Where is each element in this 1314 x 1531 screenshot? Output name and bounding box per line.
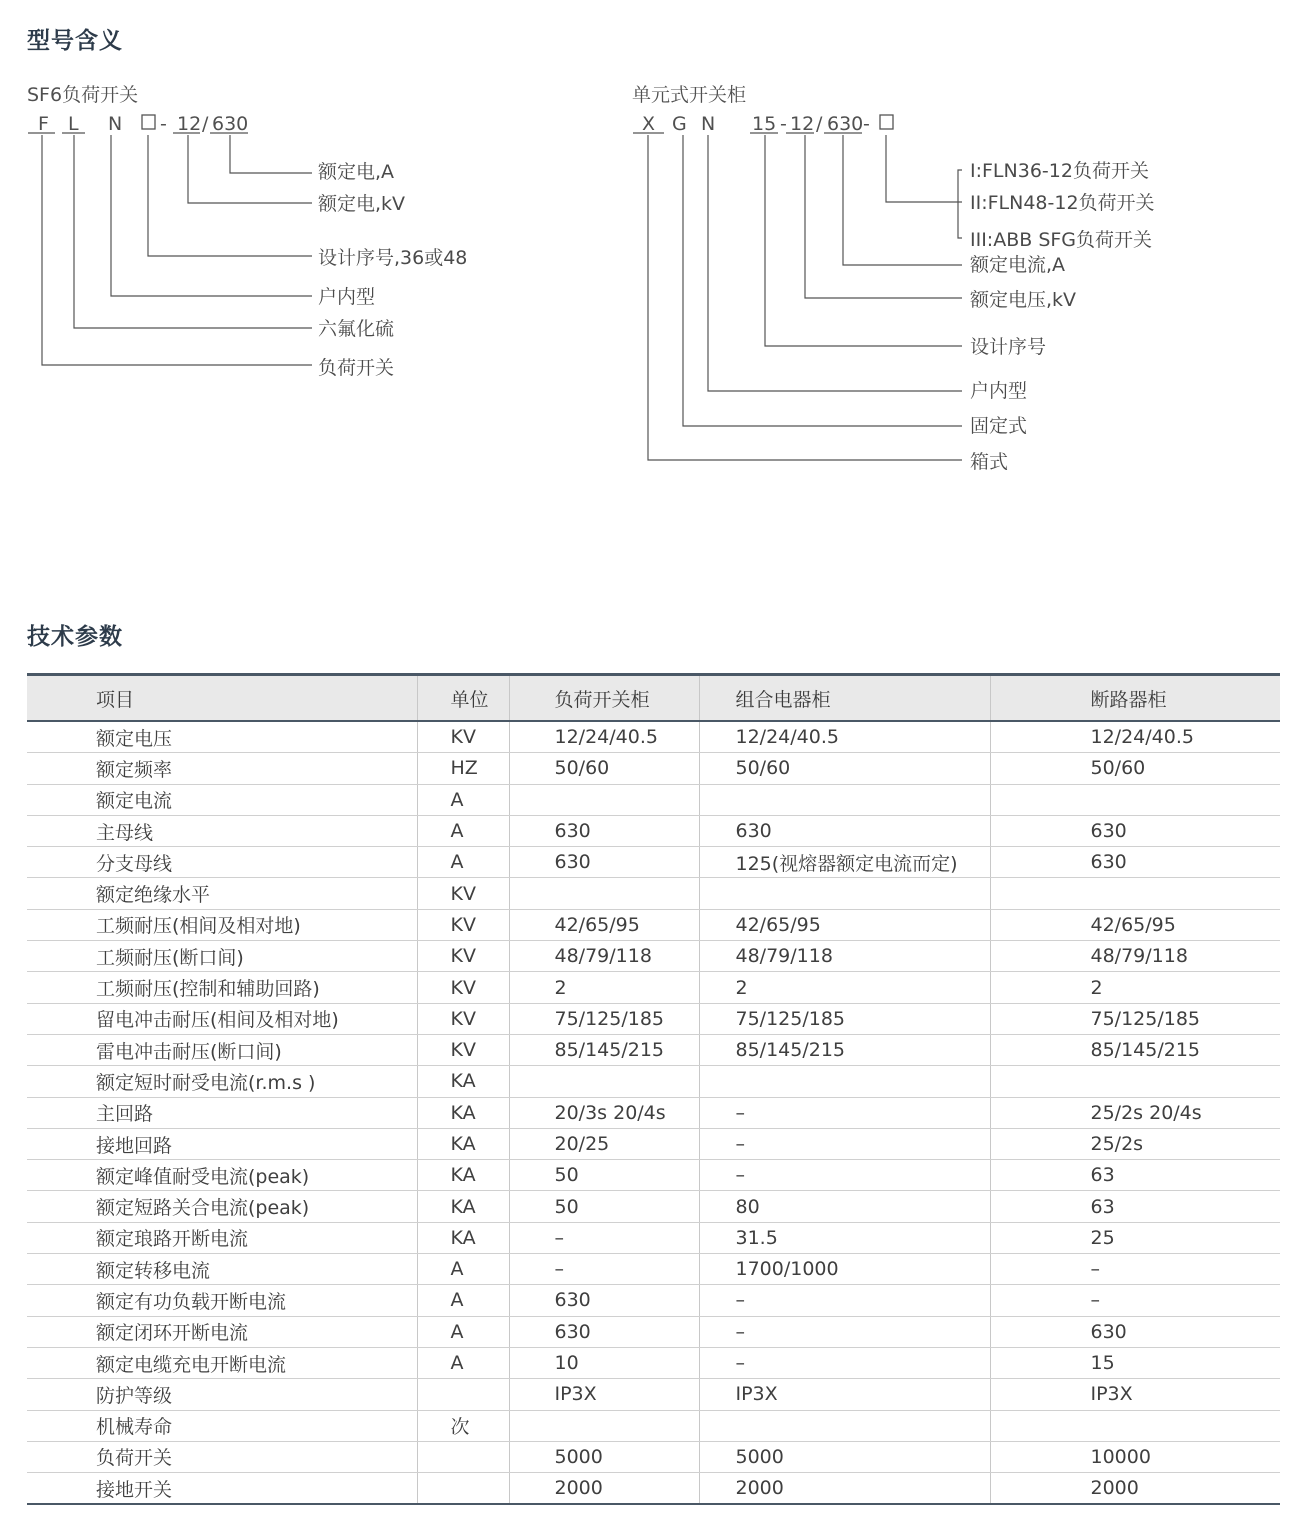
cell-breaker: 25/2s	[990, 1128, 1280, 1159]
table-row	[27, 784, 1280, 815]
cell-load-switch: 50/60	[509, 753, 699, 784]
table-row	[27, 1473, 1280, 1505]
cell-load-switch: 630	[509, 1316, 699, 1347]
cell-load-switch	[509, 878, 699, 909]
cell-item: 机械寿命	[27, 1410, 417, 1441]
left-code-a: 630	[212, 113, 249, 135]
left-code-box	[142, 115, 155, 129]
cell-combined: 31.5	[699, 1222, 990, 1253]
right-label-box-type: 箱式	[970, 451, 1009, 473]
right-code-a: 630	[827, 113, 864, 135]
model-code-svg	[0, 60, 1314, 500]
cell-item: 工频耐压(相间及相对地)	[27, 909, 417, 940]
cell-load-switch: 50	[509, 1160, 699, 1191]
left-label-sf6: 六氟化硫	[318, 318, 395, 340]
left-code-slash: /	[202, 113, 209, 135]
cell-item: 额定短时耐受电流(r.m.s )	[27, 1066, 417, 1097]
right-option-3: III:ABB SFG负荷开关	[970, 229, 1153, 251]
spec-table	[27, 673, 1280, 1505]
cell-load-switch: 50	[509, 1191, 699, 1222]
cell-load-switch: –	[509, 1222, 699, 1253]
cell-item: 额定电流	[27, 784, 417, 815]
left-code-f: F	[38, 113, 49, 135]
table-row	[27, 1003, 1280, 1034]
cell-load-switch: 20/3s 20/4s	[509, 1097, 699, 1128]
cell-item: 主回路	[27, 1097, 417, 1128]
table-row	[27, 815, 1280, 846]
table-row	[27, 1097, 1280, 1128]
table-row	[27, 721, 1280, 753]
cell-combined: –	[699, 1285, 990, 1316]
cell-combined: 2000	[699, 1473, 990, 1505]
cell-combined: 42/65/95	[699, 909, 990, 940]
cell-combined: –	[699, 1316, 990, 1347]
header-row	[27, 675, 1280, 722]
cell-load-switch: 48/79/118	[509, 941, 699, 972]
cell-item: 接地开关	[27, 1473, 417, 1505]
left-diagram-caption: SF6负荷开关	[27, 84, 139, 106]
left-code-row	[28, 113, 248, 135]
cell-load-switch: IP3X	[509, 1379, 699, 1410]
cell-item: 负荷开关	[27, 1441, 417, 1472]
table-row	[27, 753, 1280, 784]
left-label-design-no: 设计序号,36或48	[318, 247, 468, 269]
cell-item: 额定短路关合电流(peak)	[27, 1191, 417, 1222]
cell-breaker: 630	[990, 815, 1280, 846]
cell-combined	[699, 1410, 990, 1441]
cell-load-switch: 10	[509, 1347, 699, 1378]
spec-table-body	[27, 721, 1280, 1504]
right-options	[970, 160, 1155, 251]
cell-load-switch: 5000	[509, 1441, 699, 1472]
left-label-load-switch: 负荷开关	[318, 357, 395, 379]
cell-breaker: 48/79/118	[990, 941, 1280, 972]
cell-unit: A	[417, 847, 509, 878]
header-unit: 单位	[417, 675, 509, 722]
cell-unit: KA	[417, 1191, 509, 1222]
right-label-fixed: 固定式	[970, 415, 1028, 437]
cell-unit: A	[417, 1316, 509, 1347]
cell-combined: –	[699, 1097, 990, 1128]
right-code-box	[880, 115, 893, 129]
cell-unit: A	[417, 1347, 509, 1378]
cell-breaker: 2000	[990, 1473, 1280, 1505]
cell-combined: –	[699, 1347, 990, 1378]
cell-item: 工频耐压(断口间)	[27, 941, 417, 972]
cell-item: 防护等级	[27, 1379, 417, 1410]
cell-unit: A	[417, 784, 509, 815]
cell-breaker: 42/65/95	[990, 909, 1280, 940]
right-label-rated-voltage: 额定电压,kV	[970, 289, 1077, 311]
left-label-rated-current: 额定电,A	[318, 161, 395, 183]
cell-load-switch: 12/24/40.5	[509, 721, 699, 753]
table-row	[27, 847, 1280, 878]
cell-combined: IP3X	[699, 1379, 990, 1410]
cell-unit: KV	[417, 1034, 509, 1065]
cell-unit: KV	[417, 721, 509, 753]
cell-breaker: –	[990, 1285, 1280, 1316]
cell-breaker: 85/145/215	[990, 1034, 1280, 1065]
cell-combined: 50/60	[699, 753, 990, 784]
cell-load-switch: 42/65/95	[509, 909, 699, 940]
cell-item: 额定绝缘水平	[27, 878, 417, 909]
left-labels	[318, 161, 467, 379]
cell-item: 额定频率	[27, 753, 417, 784]
cell-breaker: 50/60	[990, 753, 1280, 784]
cell-breaker: 15	[990, 1347, 1280, 1378]
cell-load-switch	[509, 1066, 699, 1097]
cell-item: 额定电缆充电开断电流	[27, 1347, 417, 1378]
cell-combined: 1700/1000	[699, 1254, 990, 1285]
cell-combined: 12/24/40.5	[699, 721, 990, 753]
left-code-n: N	[108, 113, 123, 135]
cell-item: 额定闭环开断电流	[27, 1316, 417, 1347]
cell-breaker: –	[990, 1254, 1280, 1285]
cell-combined	[699, 878, 990, 909]
cell-unit: A	[417, 1285, 509, 1316]
cell-combined: 5000	[699, 1441, 990, 1472]
right-code-n: N	[701, 113, 716, 135]
right-leader-lines	[648, 135, 962, 460]
table-row	[27, 1347, 1280, 1378]
cell-item: 接地回路	[27, 1128, 417, 1159]
left-code-dash: -	[160, 113, 167, 135]
cell-breaker: 2	[990, 972, 1280, 1003]
cell-breaker: 63	[990, 1160, 1280, 1191]
cell-item: 额定有功负载开断电流	[27, 1285, 417, 1316]
right-label-indoor: 户内型	[970, 380, 1028, 402]
cell-load-switch: 2	[509, 972, 699, 1003]
cell-unit: KA	[417, 1222, 509, 1253]
cell-load-switch	[509, 784, 699, 815]
table-row	[27, 972, 1280, 1003]
left-label-indoor: 户内型	[318, 286, 376, 308]
cell-combined: 630	[699, 815, 990, 846]
right-code-15: 15	[752, 113, 777, 135]
cell-breaker: 630	[990, 1316, 1280, 1347]
cell-load-switch: –	[509, 1254, 699, 1285]
cell-unit	[417, 1473, 509, 1505]
cell-item: 额定电压	[27, 721, 417, 753]
cell-item: 工频耐压(控制和辅助回路)	[27, 972, 417, 1003]
cell-unit: KA	[417, 1128, 509, 1159]
cell-load-switch: 630	[509, 1285, 699, 1316]
cell-unit: KV	[417, 1003, 509, 1034]
cell-combined: –	[699, 1160, 990, 1191]
cell-load-switch: 85/145/215	[509, 1034, 699, 1065]
cell-unit: KA	[417, 1066, 509, 1097]
table-row	[27, 1285, 1280, 1316]
cell-combined: 125(视熔器额定电流而定)	[699, 847, 990, 878]
section-title-model-meaning: 型号含义	[27, 28, 123, 54]
table-row	[27, 1191, 1280, 1222]
section-title-tech-params: 技术参数	[27, 624, 123, 650]
cell-combined	[699, 1066, 990, 1097]
cell-item: 额定琅路开断电流	[27, 1222, 417, 1253]
cell-load-switch: 630	[509, 815, 699, 846]
cell-load-switch: 630	[509, 847, 699, 878]
cell-combined: –	[699, 1128, 990, 1159]
cell-breaker	[990, 878, 1280, 909]
cell-item: 额定峰值耐受电流(peak)	[27, 1160, 417, 1191]
left-label-rated-voltage: 额定电,kV	[318, 193, 406, 215]
right-code-kv: 12	[790, 113, 815, 135]
right-labels	[970, 254, 1076, 473]
table-row	[27, 1128, 1280, 1159]
cell-load-switch: 75/125/185	[509, 1003, 699, 1034]
table-row	[27, 1034, 1280, 1065]
right-label-design-no: 设计序号	[970, 336, 1047, 358]
right-diagram-caption: 单元式开关柜	[632, 84, 747, 106]
left-leader-lines	[42, 135, 312, 365]
cell-item: 分支母线	[27, 847, 417, 878]
table-row	[27, 878, 1280, 909]
header-item: 项目	[27, 675, 417, 722]
right-code-g: G	[672, 113, 687, 135]
table-row	[27, 1066, 1280, 1097]
cell-load-switch	[509, 1410, 699, 1441]
table-row	[27, 1222, 1280, 1253]
header-breaker-cabinet: 断路器柜	[990, 675, 1280, 722]
cell-unit: 次	[417, 1410, 509, 1441]
cell-unit: KV	[417, 878, 509, 909]
header-load-switch-cabinet: 负荷开关柜	[509, 675, 699, 722]
right-option-1: I:FLN36-12负荷开关	[970, 160, 1149, 182]
cell-item: 留电冲击耐压(相间及相对地)	[27, 1003, 417, 1034]
table-row	[27, 1379, 1280, 1410]
cell-breaker	[990, 1410, 1280, 1441]
cell-breaker: 75/125/185	[990, 1003, 1280, 1034]
table-row	[27, 1410, 1280, 1441]
cell-breaker: 63	[990, 1191, 1280, 1222]
spec-table-header	[27, 675, 1280, 722]
cell-breaker	[990, 784, 1280, 815]
cell-unit: KV	[417, 972, 509, 1003]
left-code-l: L	[68, 113, 79, 135]
cell-unit: HZ	[417, 753, 509, 784]
cell-combined: 2	[699, 972, 990, 1003]
left-code-kv: 12	[177, 113, 202, 135]
cell-breaker: IP3X	[990, 1379, 1280, 1410]
right-option-2: II:FLN48-12负荷开关	[970, 192, 1155, 214]
cell-item: 雷电冲击耐压(断口间)	[27, 1034, 417, 1065]
right-code-dash1: -	[780, 113, 787, 135]
cell-item: 额定转移电流	[27, 1254, 417, 1285]
cell-load-switch: 20/25	[509, 1128, 699, 1159]
cell-combined	[699, 784, 990, 815]
cell-combined: 80	[699, 1191, 990, 1222]
right-code-dash2: -	[863, 113, 870, 135]
right-code-row	[633, 113, 893, 135]
cell-unit	[417, 1379, 509, 1410]
cell-breaker: 630	[990, 847, 1280, 878]
cell-combined: 48/79/118	[699, 941, 990, 972]
cell-unit: KV	[417, 941, 509, 972]
table-row	[27, 1441, 1280, 1472]
cell-combined: 75/125/185	[699, 1003, 990, 1034]
cell-breaker: 12/24/40.5	[990, 721, 1280, 753]
cell-unit	[417, 1441, 509, 1472]
cell-item: 主母线	[27, 815, 417, 846]
cell-load-switch: 2000	[509, 1473, 699, 1505]
cell-breaker	[990, 1066, 1280, 1097]
cell-unit: A	[417, 1254, 509, 1285]
model-code-diagram	[0, 60, 1314, 500]
cell-unit: A	[417, 815, 509, 846]
table-row	[27, 1254, 1280, 1285]
table-row	[27, 1316, 1280, 1347]
cell-breaker: 10000	[990, 1441, 1280, 1472]
cell-breaker: 25/2s 20/4s	[990, 1097, 1280, 1128]
cell-unit: KV	[417, 909, 509, 940]
table-row	[27, 1160, 1280, 1191]
cell-unit: KA	[417, 1160, 509, 1191]
right-label-rated-current: 额定电流,A	[970, 254, 1066, 276]
cell-combined: 85/145/215	[699, 1034, 990, 1065]
table-row	[27, 941, 1280, 972]
cell-breaker: 25	[990, 1222, 1280, 1253]
right-code-x: X	[642, 113, 656, 135]
header-combined-cabinet: 组合电器柜	[699, 675, 990, 722]
table-row	[27, 909, 1280, 940]
right-code-slash: /	[816, 113, 823, 135]
cell-unit: KA	[417, 1097, 509, 1128]
